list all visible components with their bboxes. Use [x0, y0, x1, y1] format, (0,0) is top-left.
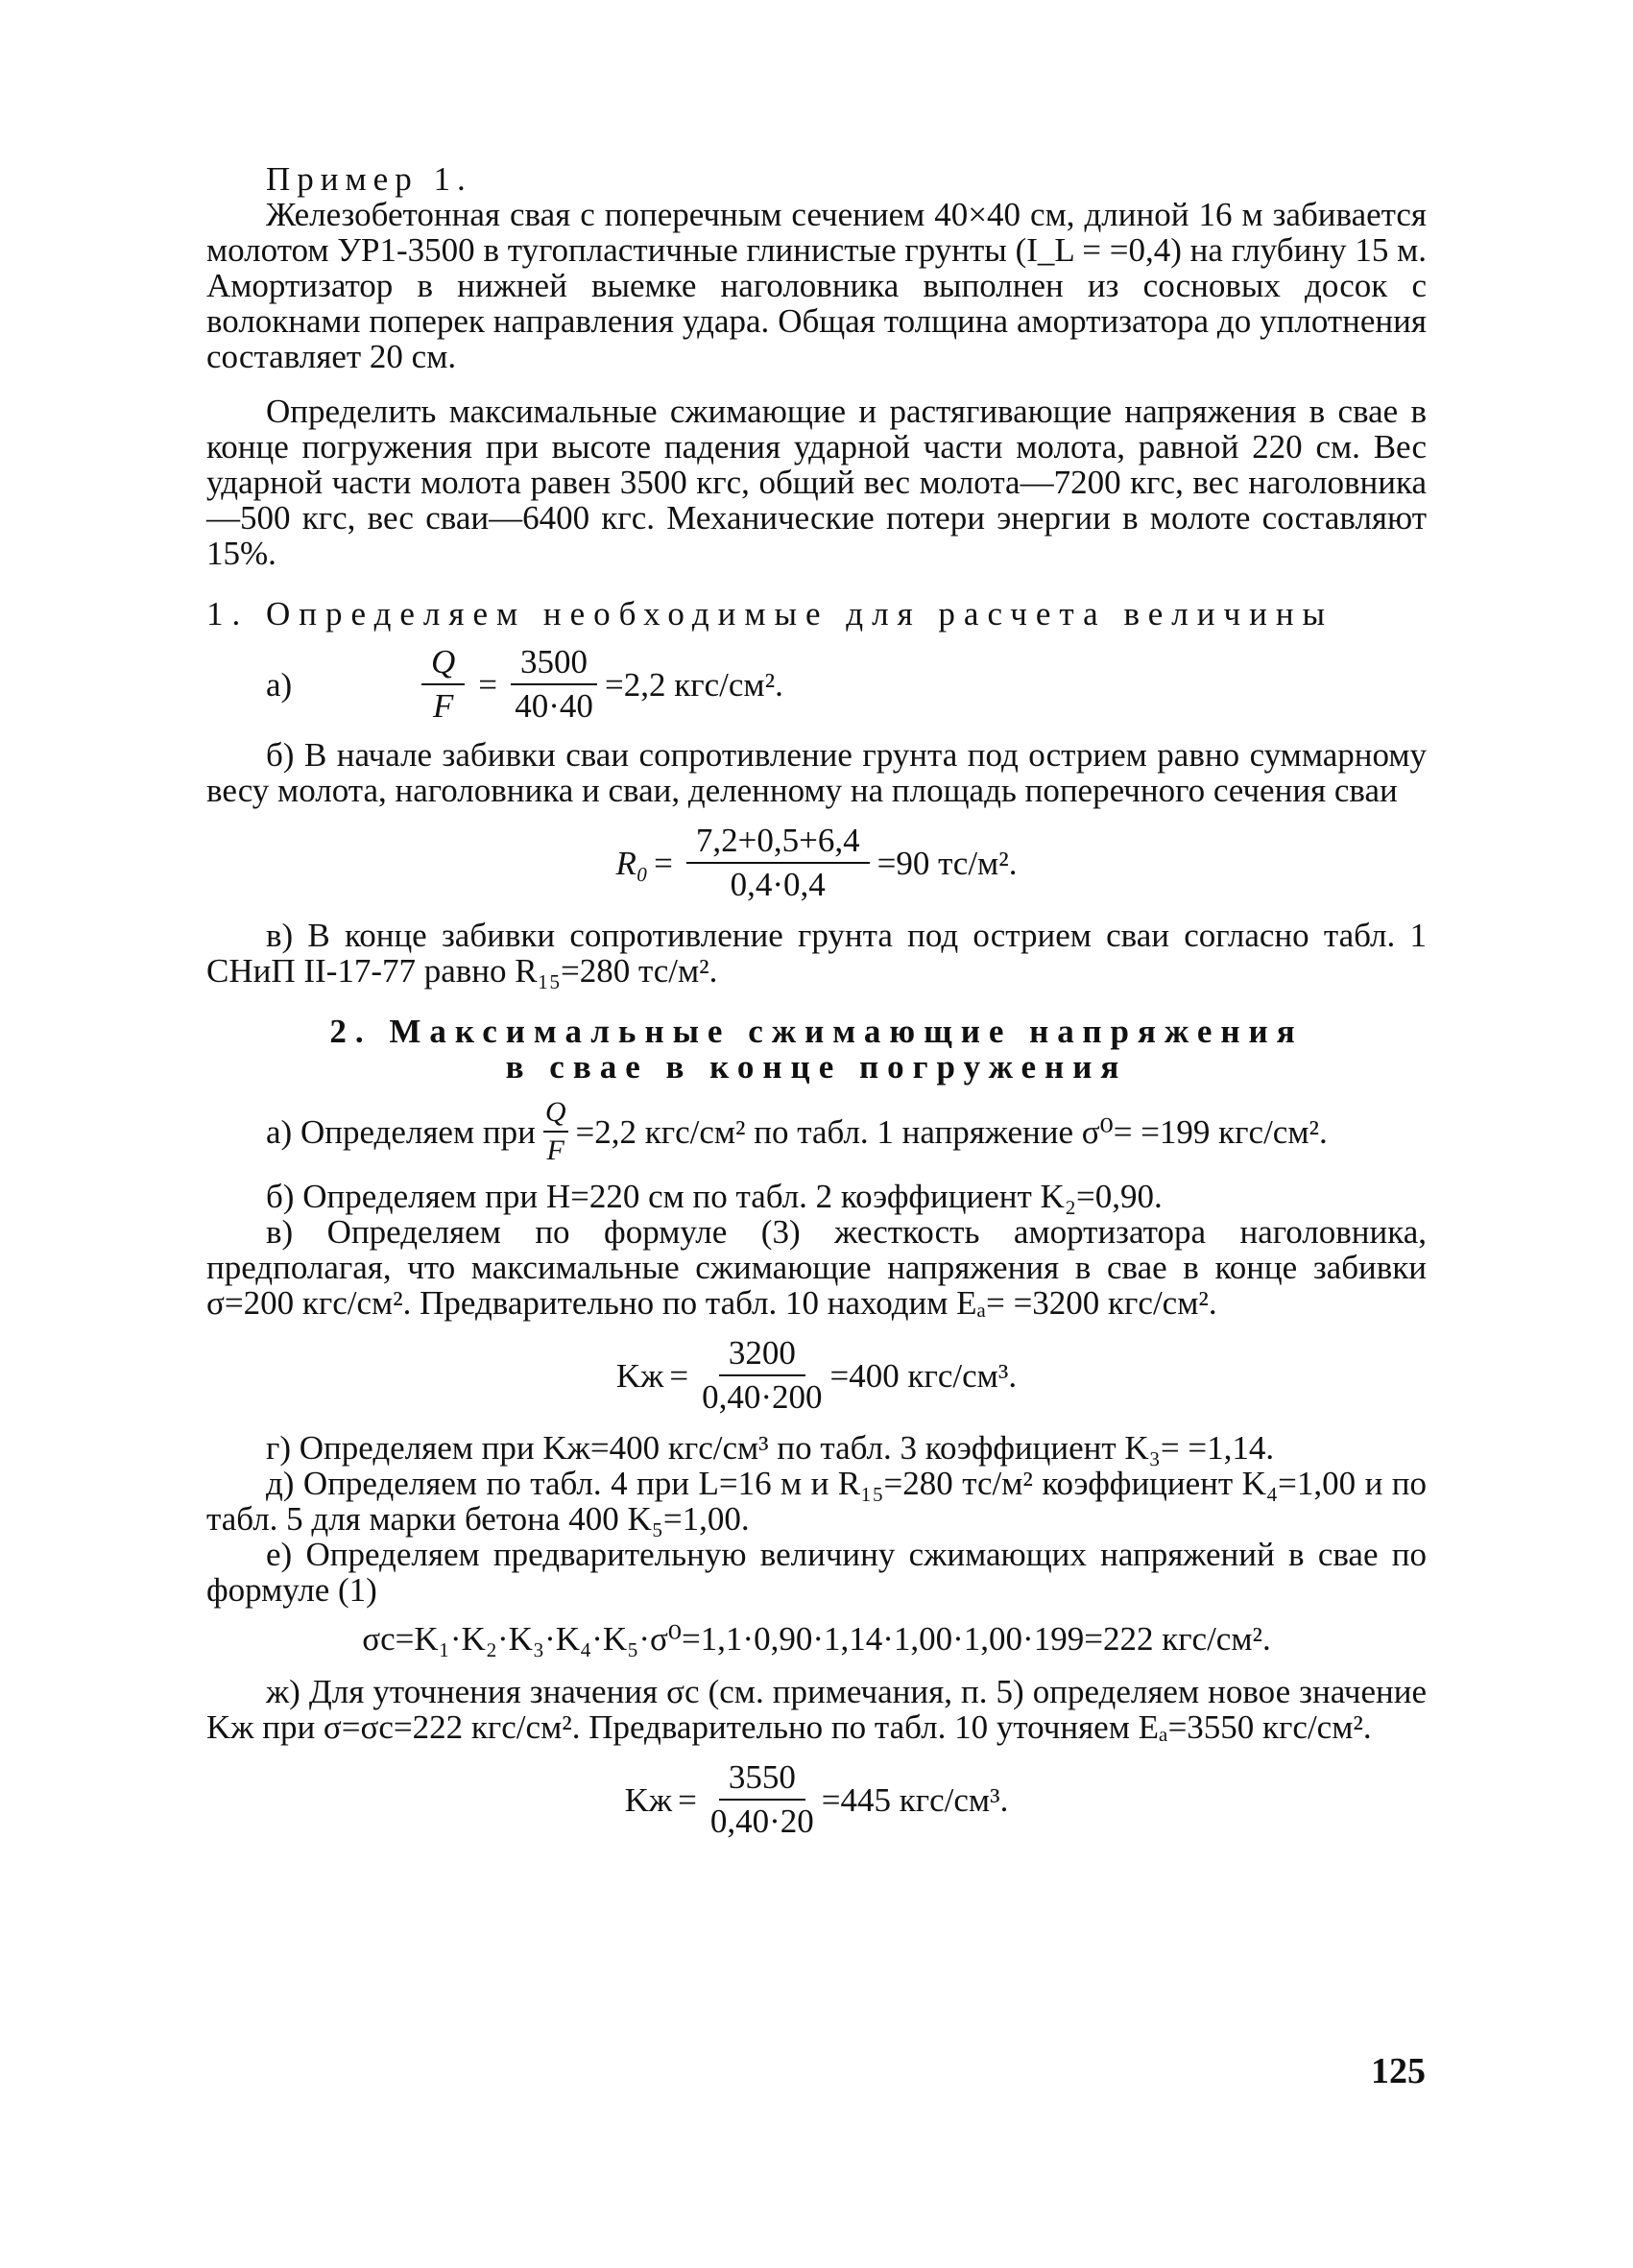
item-a-result: =2,2 кгс/см².: [605, 665, 783, 704]
sigma-c-formula: σc=K₁·K₂·K₃·K₄·K₅·σ⁰=1,1·0,90·1,14·1,00·1,00·199=222 кгс/см².: [362, 1620, 1271, 1658]
section-2-item-a: а) Определяем при $\frac{Q}{F}$ =2,2 кгс/см² по табл. 1 напряжение σ⁰= =199 кгс/см².: [266, 1096, 1328, 1166]
section-1-item-b-text: б) В начале забивки сваи сопротивление грунта под острием равно суммарному весу молота, наголовника и сваи, деленному на площадь поперечного сечения сваи: [206, 736, 1427, 809]
section-2-item-c: в) Определяем по формуле (3) жесткость амортизатора наголовника, предполагая, что максимальные сжимающие напряжения в свае в конце забивки σ=200 кгс/см². Предварительно по табл. 10 находим Eₐ= =3200 кгс/см².: [206, 1213, 1427, 1322]
intro-paragraph-1: Железобетонная свая с поперечным сечением 40×40 см, длиной 16 м забивается молотом УР1-3500 в тугопластичные глинистые грунты (I_L = =0,4) на глубину 15 м. Амортизатор в нижней выемке наголовника выполнен из сосновых досок с волокнами поперек направления удара. Общая толщина амортизатора до уплотнения составляет 20 см.: [206, 196, 1427, 375]
example-title: Пример 1.: [266, 160, 472, 198]
q-over-f-inline-fraction: $\frac{Q}{F}$: [544, 1096, 566, 1166]
kzh-equation-1: Kж = $\frac{3200}{0,40\cdot 200}$ =400 кгс/см³.: [615, 1334, 1018, 1416]
section-2-heading-line-1: 2. Максимальные сжимающие напряжения: [329, 1013, 1304, 1050]
intro-paragraph-2: Определить максимальные сжимающие и растягивающие напряжения в свае в конце погружения при высоте падения ударной части молота, равной 220 см. Вес ударной части молота равен 3500 кгс, общий вес молота—7200 кгс, вес наголовника—500 кгс, вес сваи—6400 кгс. Механические потери энергии в молоте составляют 15%.: [206, 393, 1427, 572]
section-2-item-zh: ж) Для уточнения значения σc (см. примечания, п. 5) определяем новое значение Kж при σ=σc=222 кгс/см². Предварительно по табл. 10 уточняем Eₐ=3550 кгс/см².: [206, 1673, 1427, 1746]
section-2-item-e: е) Определяем предварительную величину сжимающих напряжений в свае по формуле (1): [206, 1536, 1427, 1609]
q-over-f-fraction: $\frac{Q}{F}$: [421, 645, 465, 724]
section-2-item-d: д) Определяем по табл. 4 при L=16 м и R₁₅=280 тс/м² коэффициент K₄=1,00 и по табл. 5 для марки бетона 400 K₅=1,00.: [206, 1465, 1427, 1538]
section-1-item-c-text: в) В конце забивки сопротивление грунта под острием сваи согласно табл. 1 СНиП II-17-77 равно R₁₅=280 тс/м².: [206, 917, 1427, 990]
section-1-heading: 1. Определяем необходимые для расчета величины: [206, 595, 1334, 633]
page-number: 125: [1371, 2051, 1426, 2091]
r0-equation: R₀ = $\frac{7,2+0,5+6,4}{0,4\cdot 0,4}$ =90 тс/м².: [615, 822, 1018, 903]
section-1-item-a: а) $\frac{Q}{F}$ = $\frac{3500}{40\cdot 40}$ =2,2 кгс/см².: [266, 643, 783, 725]
section-2-heading-line-2: в свае в конце погружения: [505, 1048, 1128, 1086]
section-2-item-g: г) Определяем при Kж=400 кгс/см³ по табл. 3 коэффициент K₃= =1,14.: [266, 1429, 1275, 1467]
item-a-label: а): [266, 665, 293, 704]
kzh-equation-2: Kж = $\frac{3550}{0,40\cdot 20}$ =445 кгс/см³.: [624, 1758, 1009, 1840]
load-area-fraction: $\frac{3500}{40\cdot 40}$: [511, 645, 597, 724]
section-2-item-b: б) Определяем при H=220 см по табл. 2 коэффициент K₂=0,90.: [266, 1178, 1163, 1215]
